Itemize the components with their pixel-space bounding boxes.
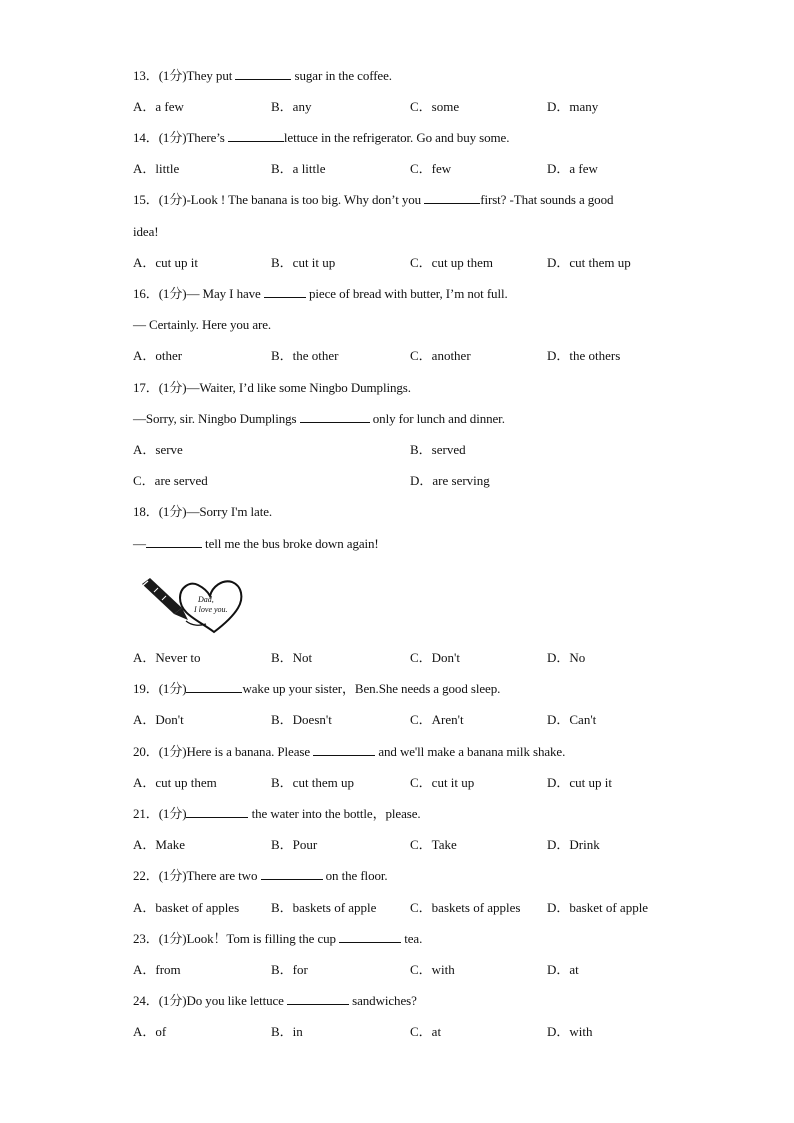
option-b[interactable]: B．Doesn't bbox=[271, 712, 332, 727]
option-b[interactable]: B．the other bbox=[271, 348, 339, 363]
stem-text: 23．(1分)Look！Tom is filling the cup bbox=[133, 931, 340, 946]
stem-text: 21．(1分) bbox=[133, 806, 187, 821]
option-d[interactable]: D．the others bbox=[547, 348, 621, 363]
stem-text: lettuce in the refrigerator. Go and buy some. bbox=[283, 130, 510, 145]
answer-blank bbox=[287, 992, 349, 1005]
option-a[interactable]: A．Never to bbox=[133, 650, 201, 665]
option-a[interactable]: A．from bbox=[133, 962, 181, 977]
option-d[interactable]: D．many bbox=[547, 99, 599, 114]
stem-text: —Sorry, sir. Ningbo Dumplings bbox=[133, 411, 300, 426]
question-17-options-row2 bbox=[133, 472, 693, 490]
option-d[interactable]: D．Drink bbox=[547, 837, 600, 852]
option-b[interactable]: B．cut them up bbox=[271, 775, 355, 790]
question-17-stem: 17．(1分)—Waiter, I’d like some Ningbo Dumplings. bbox=[133, 380, 411, 395]
question-18-response bbox=[133, 535, 379, 553]
stem-text: sandwiches? bbox=[349, 993, 417, 1008]
stem-text: piece of bread with butter, I’m not full. bbox=[305, 286, 508, 301]
stem-text: on the floor. bbox=[322, 868, 388, 883]
option-d[interactable]: D．at bbox=[547, 962, 579, 977]
question-13-options bbox=[133, 98, 693, 116]
answer-blank bbox=[228, 129, 284, 142]
stem-text: 24．(1分)Do you like lettuce bbox=[133, 993, 287, 1008]
answer-blank bbox=[424, 191, 480, 204]
option-a[interactable]: A．of bbox=[133, 1024, 167, 1039]
question-16-stem bbox=[133, 285, 508, 303]
stem-text: only for lunch and dinner. bbox=[369, 411, 505, 426]
option-a[interactable]: A．cut up it bbox=[133, 255, 198, 270]
question-20-options bbox=[133, 774, 693, 792]
option-a[interactable]: A．a few bbox=[133, 99, 184, 114]
question-14-stem bbox=[133, 129, 509, 147]
question-17-options-row1 bbox=[133, 441, 693, 459]
question-15-options bbox=[133, 254, 693, 272]
question-18-stem: 18．(1分)—Sorry I'm late. bbox=[133, 504, 273, 519]
option-c[interactable]: C．another bbox=[410, 348, 471, 363]
option-d[interactable]: D．cut them up bbox=[547, 255, 631, 270]
option-b[interactable]: B．for bbox=[271, 962, 308, 977]
option-d[interactable]: D．cut up it bbox=[547, 775, 612, 790]
stem-text: tell me the bus broke down again! bbox=[201, 536, 379, 551]
question-15-stem-cont: idea! bbox=[133, 224, 159, 239]
option-c[interactable]: C．few bbox=[410, 161, 452, 176]
question-13-stem bbox=[133, 67, 392, 85]
answer-blank bbox=[300, 410, 370, 423]
pen-heart-illustration bbox=[134, 574, 246, 636]
question-14-options bbox=[133, 160, 693, 178]
option-d[interactable]: D．Can't bbox=[547, 712, 597, 727]
option-c[interactable]: C．baskets of apples bbox=[410, 900, 521, 915]
option-c[interactable]: C．cut up them bbox=[410, 255, 494, 270]
question-16-response: — Certainly. Here you are. bbox=[133, 317, 272, 332]
option-a[interactable]: A．Make bbox=[133, 837, 185, 852]
option-d[interactable]: D．No bbox=[547, 650, 586, 665]
stem-text: sugar in the coffee. bbox=[291, 68, 392, 83]
heart-note-line2: I love you. bbox=[194, 605, 228, 614]
option-b[interactable]: B．Pour bbox=[271, 837, 318, 852]
stem-text: wake up your sister，Ben.She needs a good sleep. bbox=[242, 681, 501, 696]
option-d[interactable]: D．are serving bbox=[410, 473, 490, 488]
stem-text: 22．(1分)There are two bbox=[133, 868, 261, 883]
stem-text: 13．(1分)They put bbox=[133, 68, 236, 83]
question-23-options bbox=[133, 961, 693, 979]
stem-text: first? -That sounds a good bbox=[480, 192, 614, 207]
option-c[interactable]: C．Don't bbox=[410, 650, 461, 665]
option-a[interactable]: A．Don't bbox=[133, 712, 184, 727]
answer-blank bbox=[146, 535, 202, 548]
option-d[interactable]: D．a few bbox=[547, 161, 598, 176]
option-a[interactable]: A．little bbox=[133, 161, 180, 176]
answer-blank bbox=[261, 867, 323, 880]
option-c[interactable]: C．some bbox=[410, 99, 460, 114]
option-b[interactable]: B．in bbox=[271, 1024, 303, 1039]
question-20-stem bbox=[133, 743, 565, 761]
heart-note-line1: Dad, bbox=[198, 595, 214, 604]
stem-text: 15．(1分)-Look ! The banana is too big. Why don’t you bbox=[133, 192, 425, 207]
question-24-stem bbox=[133, 992, 417, 1010]
option-a[interactable]: A．other bbox=[133, 348, 183, 363]
stem-text: tea. bbox=[401, 931, 423, 946]
question-24-options bbox=[133, 1023, 693, 1041]
option-b[interactable]: B．baskets of apple bbox=[271, 900, 377, 915]
stem-text: 14．(1分)There’s bbox=[133, 130, 228, 145]
option-b[interactable]: B．any bbox=[271, 99, 312, 114]
option-c[interactable]: C．with bbox=[410, 962, 455, 977]
question-22-stem bbox=[133, 867, 388, 885]
stem-text: and we'll make a banana milk shake. bbox=[375, 744, 566, 759]
option-a[interactable]: A．serve bbox=[133, 442, 183, 457]
option-c[interactable]: C．Aren't bbox=[410, 712, 464, 727]
question-19-stem bbox=[133, 680, 500, 698]
question-19-options bbox=[133, 711, 693, 729]
question-18-options bbox=[133, 649, 693, 667]
stem-text: 16．(1分)— May I have bbox=[133, 286, 264, 301]
option-c[interactable]: C．cut it up bbox=[410, 775, 475, 790]
answer-blank bbox=[186, 680, 242, 693]
option-a[interactable]: A．cut up them bbox=[133, 775, 217, 790]
answer-blank bbox=[235, 67, 291, 80]
answer-blank bbox=[339, 930, 401, 943]
question-17-response bbox=[133, 410, 505, 428]
option-c[interactable]: C．at bbox=[410, 1024, 442, 1039]
option-b[interactable]: B．a little bbox=[271, 161, 326, 176]
stem-text: 19．(1分) bbox=[133, 681, 187, 696]
stem-text: the water into the bottle，please. bbox=[248, 806, 421, 821]
answer-blank bbox=[264, 285, 306, 298]
question-23-stem bbox=[133, 930, 422, 948]
question-21-stem bbox=[133, 805, 421, 823]
question-16-options bbox=[133, 347, 693, 365]
option-d[interactable]: D．basket of apple bbox=[547, 900, 649, 915]
stem-text: 20．(1分)Here is a banana. Please bbox=[133, 744, 314, 759]
option-a[interactable]: A．basket of apples bbox=[133, 900, 240, 915]
answer-blank bbox=[186, 805, 248, 818]
option-c[interactable]: C．are served bbox=[133, 473, 208, 488]
option-c[interactable]: C．Take bbox=[410, 837, 457, 852]
question-15-stem bbox=[133, 191, 613, 209]
option-b[interactable]: B．Not bbox=[271, 650, 313, 665]
question-22-options bbox=[133, 899, 693, 917]
answer-blank bbox=[313, 743, 375, 756]
question-21-options bbox=[133, 836, 693, 854]
option-b[interactable]: B．cut it up bbox=[271, 255, 336, 270]
option-b[interactable]: B．served bbox=[410, 442, 466, 457]
stem-text: — bbox=[133, 536, 146, 551]
option-d[interactable]: D．with bbox=[547, 1024, 593, 1039]
